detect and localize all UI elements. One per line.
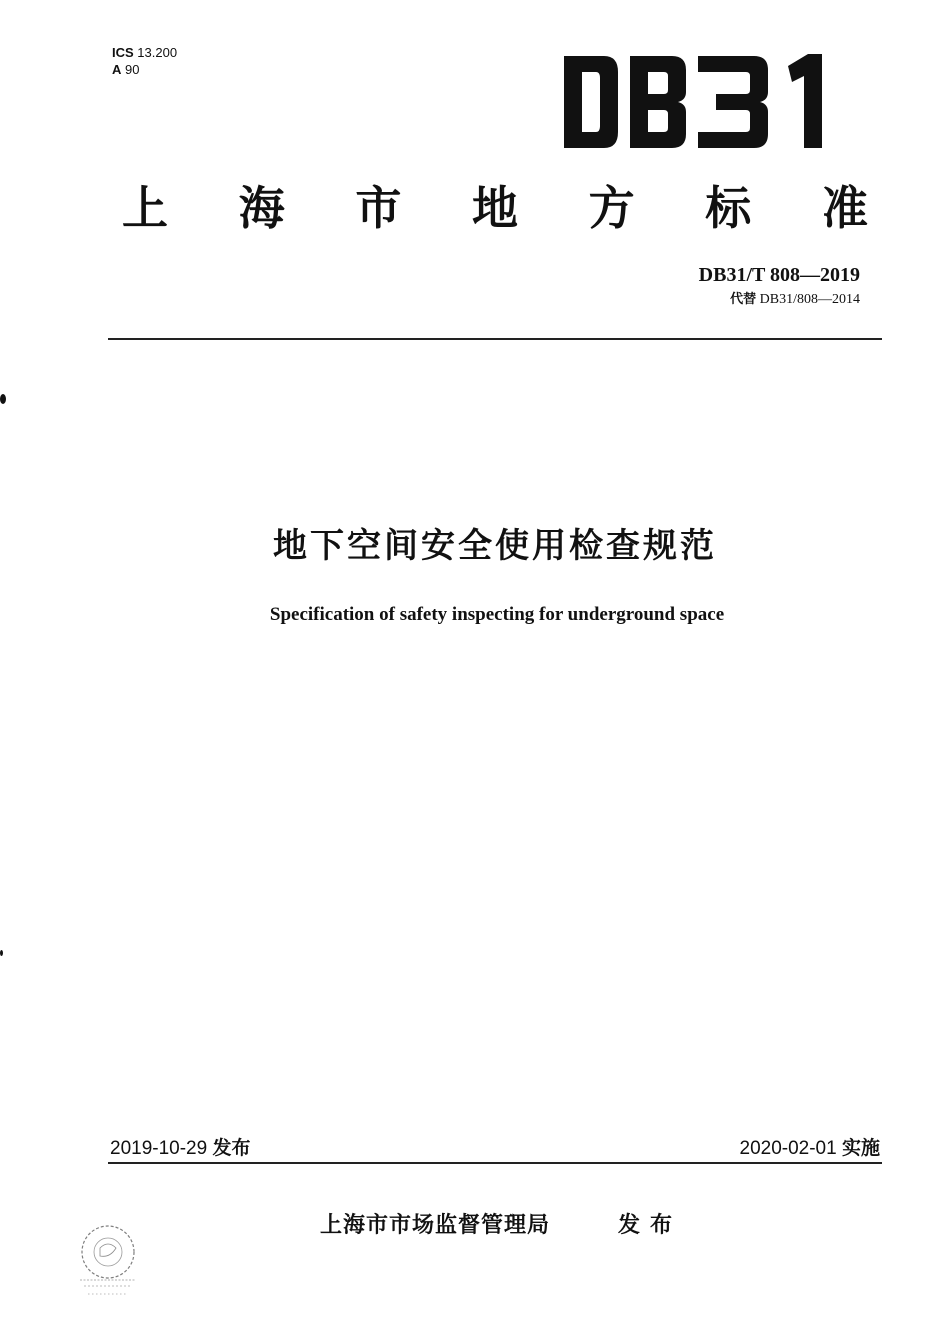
- replaces-standard: [730, 288, 860, 308]
- standard-type-char: 准: [821, 181, 868, 235]
- issue-label: 发布: [212, 1137, 251, 1159]
- logo-digit-1: [788, 54, 822, 148]
- logo-letter-b: [630, 56, 686, 148]
- document-title-chinese: 地下空间安全使用检查规范: [273, 526, 717, 566]
- ccs-label: A: [112, 62, 122, 77]
- official-seal-stamp: [66, 1218, 150, 1302]
- standard-type-char: 上: [122, 181, 168, 235]
- ccs-line: [112, 61, 177, 78]
- scan-speck: [0, 394, 6, 404]
- issue-date: [110, 1133, 251, 1160]
- bottom-divider: [108, 1162, 882, 1164]
- db31-logo: [560, 50, 830, 154]
- standard-type-char: 市: [355, 181, 402, 235]
- logo-digit-3: [698, 56, 768, 148]
- standard-number: DB31/T 808—2019: [698, 264, 860, 286]
- standard-type-heading: [100, 178, 890, 238]
- ics-line: [112, 44, 177, 61]
- publisher-name: 上海市市场监督管理局: [320, 1213, 551, 1238]
- top-divider: [108, 338, 882, 340]
- publish-label: 发布: [618, 1213, 683, 1238]
- logo-letter-d: [564, 56, 618, 148]
- ccs-value: 90: [125, 62, 140, 77]
- replaces-label: 代替: [730, 292, 757, 307]
- ics-value: 13.200: [137, 45, 178, 60]
- implementation-date: [740, 1133, 881, 1160]
- standard-type-char: 标: [705, 181, 752, 235]
- replaces-value: DB31/808—2014: [759, 292, 860, 307]
- standard-type-char: 方: [588, 181, 635, 235]
- classification-codes: [112, 44, 177, 78]
- ics-label: ICS: [112, 45, 134, 60]
- standard-type-char: 海: [238, 181, 285, 235]
- issue-date-value: 2019-10-29: [110, 1138, 208, 1159]
- implementation-date-value: 2020-02-01: [739, 1138, 837, 1159]
- standard-type-char: 地: [471, 181, 518, 235]
- document-title-english: Specification of safety inspecting for underground space: [269, 604, 725, 625]
- implementation-label: 实施: [841, 1137, 880, 1159]
- scan-speck: [0, 950, 3, 956]
